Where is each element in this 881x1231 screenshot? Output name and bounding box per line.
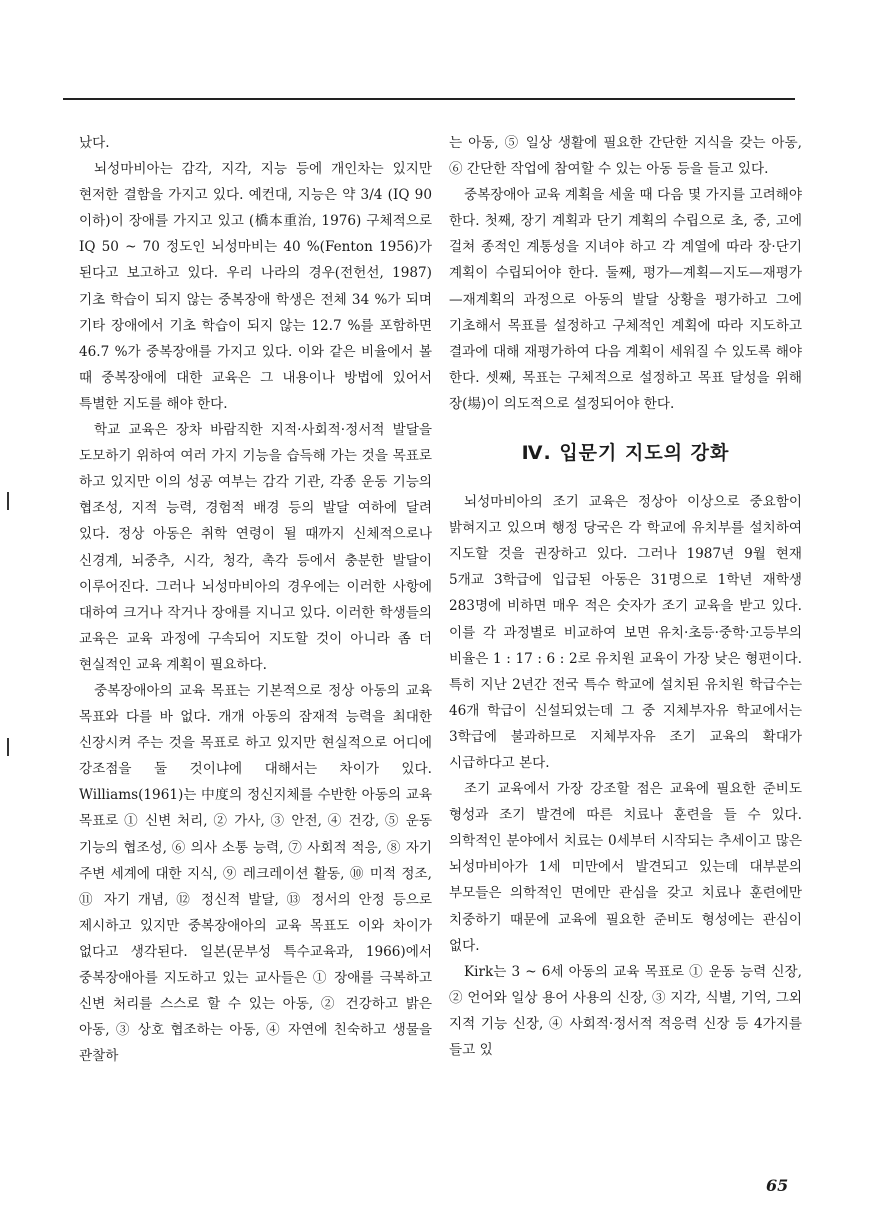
- left-column: [79, 130, 432, 1069]
- paragraph: 중복장애아 교육 계획을 세울 때 다음 몇 가지를 고려해야 한다. 첫째, 장기 계획과 단기 계획의 수립으로 초, 중, 고에 걸쳐 종적인 계통성을 지녀야 하고 각 계열에 따라 장·단기 계획이 수립되어야 한다. 둘째, 평가—계획—지도—재평가—재계획의 과정으로 아동의 발달 상황을 평가하고 그에 기초해서 목표를 설정하고 구체적인 계획에 따라 지도하고 결과에 대해 재평가하여 다음 계획이 세워질 수 있도록 해야 한다. 셋째, 목표는 구체적으로 설정하고 목표 달성을 위해 장(場)이 의도적으로 설정되어야 한다.: [449, 187, 802, 412]
- paragraph: 는 아동, ⑤ 일상 생활에 필요한 간단한 지식을 갖는 아동, ⑥ 간단한 작업에 참여할 수 있는 아동 등을 들고 있다.: [449, 135, 802, 178]
- paragraph: Kirk는 3 ~ 6세 아동의 교육 목표로 ① 운동 능력 신장, ② 언어와 일상 용어 사용의 신장, ③ 지각, 식별, 기억, 그외 지적 기능 신장, ④ 사회적·정서적 적응력 신장 등 4가지를 들고 있: [449, 963, 802, 1058]
- section-heading: Ⅳ. 입문기 지도의 강화: [521, 442, 730, 465]
- header-rule: [63, 98, 795, 100]
- paragraph: 뇌성마비아의 조기 교육은 정상아 이상으로 중요함이 밝혀지고 있으며 행정 당국은 각 학교에 유치부를 설치하여 지도할 것을 권장하고 있다. 그러나 1987년 9월 현재 5개교 3학급에 입급된 아동은 31명으로 1학년 재학생 283명에 비하면 매우 적은 숫자가 조기 교육을 받고 있다. 이를 각 과정별로 비교하여 보면 유치·초등·중학·고등부의 비율은 1 : 17 : 6 : 2로 유치원 교육이 가장 낮은 형편이다. 특히 지난 2년간 전국 특수 학교에 설치된 유치원 학급수는 46개 학급이 신설되었는데 그 중 지체부자유 학교에서는 3학급에 불과하므로 지체부자유 조기 교육의 확대가 시급하다고 본다.: [449, 494, 802, 771]
- paragraph: 중복장애아의 교육 목표는 기본적으로 정상 아동의 교육 목표와 다를 바 없다. 개개 아동의 잠재적 능력을 최대한 신장시켜 주는 것을 목표로 하고 있지만 현실적으로 어디에 강조점을 둘 것이냐에 대해서는 차이가 있다. Williams(1961)는 中度의 정신지체를 수반한 아동의 교육 목표로 ① 신변 처리, ② 가사, ③ 안전, ④ 건강, ⑤ 운동 기능의 협조성, ⑥ 의사 소통 능력, ⑦ 사회적 적응, ⑧ 자기 주변 세계에 대한 지식, ⑨ 레크레이션 활동, ⑩ 미적 정조, ⑪ 자기 개념, ⑫ 정신적 발달, ⑬ 정서의 안정 등으로 제시하고 있지만 중복장애아의 교육 목표도 이와 차이가 없다고 생각된다. 일본(문부성 특수교육과, 1966)에서 중복장애아를 지도하고 있는 교사들은 ① 장애를 극복하고 신변 처리를 스스로 할 수 있는 아동, ② 건강하고 밝은 아동, ③ 상호 협조하는 아동, ④ 자연에 친숙하고 생물을 관찰하: [79, 682, 432, 1065]
- paragraph: 뇌성마비아는 감각, 지각, 지능 등에 개인차는 있지만 현저한 결함을 가지고 있다. 예컨대, 지능은 약 3/4 (IQ 90 이하)이 장애를 가지고 있고 (橋本重治, 1976) 구체적으로 IQ 50 ~ 70 정도인 뇌성마비는 40 %(Fenton 1956)가 된다고 보고하고 있다. 우리 나라의 경우(전헌선, 1987) 기초 학습이 되지 않는 중복장애 학생은 전체 34 %가 되며 기타 장애에서 기초 학습이 되지 않는 12.7 %를 포함하면 46.7 %가 중복장애를 가지고 있다. 이와 같은 비율에서 볼 때 중복장애에 대한 교육은 그 내용이나 방법에 있어서 특별한 지도를 해야 한다.: [79, 161, 432, 412]
- margin-mark: [7, 492, 9, 510]
- paragraph: 났다.: [79, 135, 110, 151]
- paragraph: 조기 교육에서 가장 강조할 점은 교육에 필요한 준비도 형성과 조기 발견에 따른 치료나 훈련을 들 수 있다. 의학적인 분야에서 치료는 0세부터 시작되는 추세이고 많은 뇌성마비아가 1세 미만에서 발견되고 있는데 대부분의 부모들은 의학적인 면에만 관심을 갖고 치료나 훈련에만 치중하기 때문에 교육에 필요한 준비도 형성에는 관심이 없다.: [449, 781, 802, 954]
- margin-mark: [7, 738, 9, 756]
- paragraph: 학교 교육은 장차 바람직한 지적·사회적·정서적 발달을 도모하기 위하여 여러 가지 기능을 습득해 가는 것을 목표로 하고 있지만 이의 성공 여부는 감각 기관, 각종 운동 기능의 협조성, 지적 능력, 경험적 배경 등의 발달 여하에 달려 있다. 정상 아동은 취학 연령이 될 때까지 신체적으로나 신경계, 뇌중추, 시각, 청각, 촉각 등에서 충분한 발달이 이루어진다. 그러나 뇌성마비아의 경우에는 이러한 사항에 대하여 크거나 작거나 장애를 지니고 있다. 이러한 학생들의 교육은 교육 과정에 구속되어 지도할 것이 아니라 좀 더 현실적인 교육 계획이 필요하다.: [79, 422, 432, 673]
- page-number: 65: [766, 1176, 789, 1195]
- right-column: [449, 130, 802, 1063]
